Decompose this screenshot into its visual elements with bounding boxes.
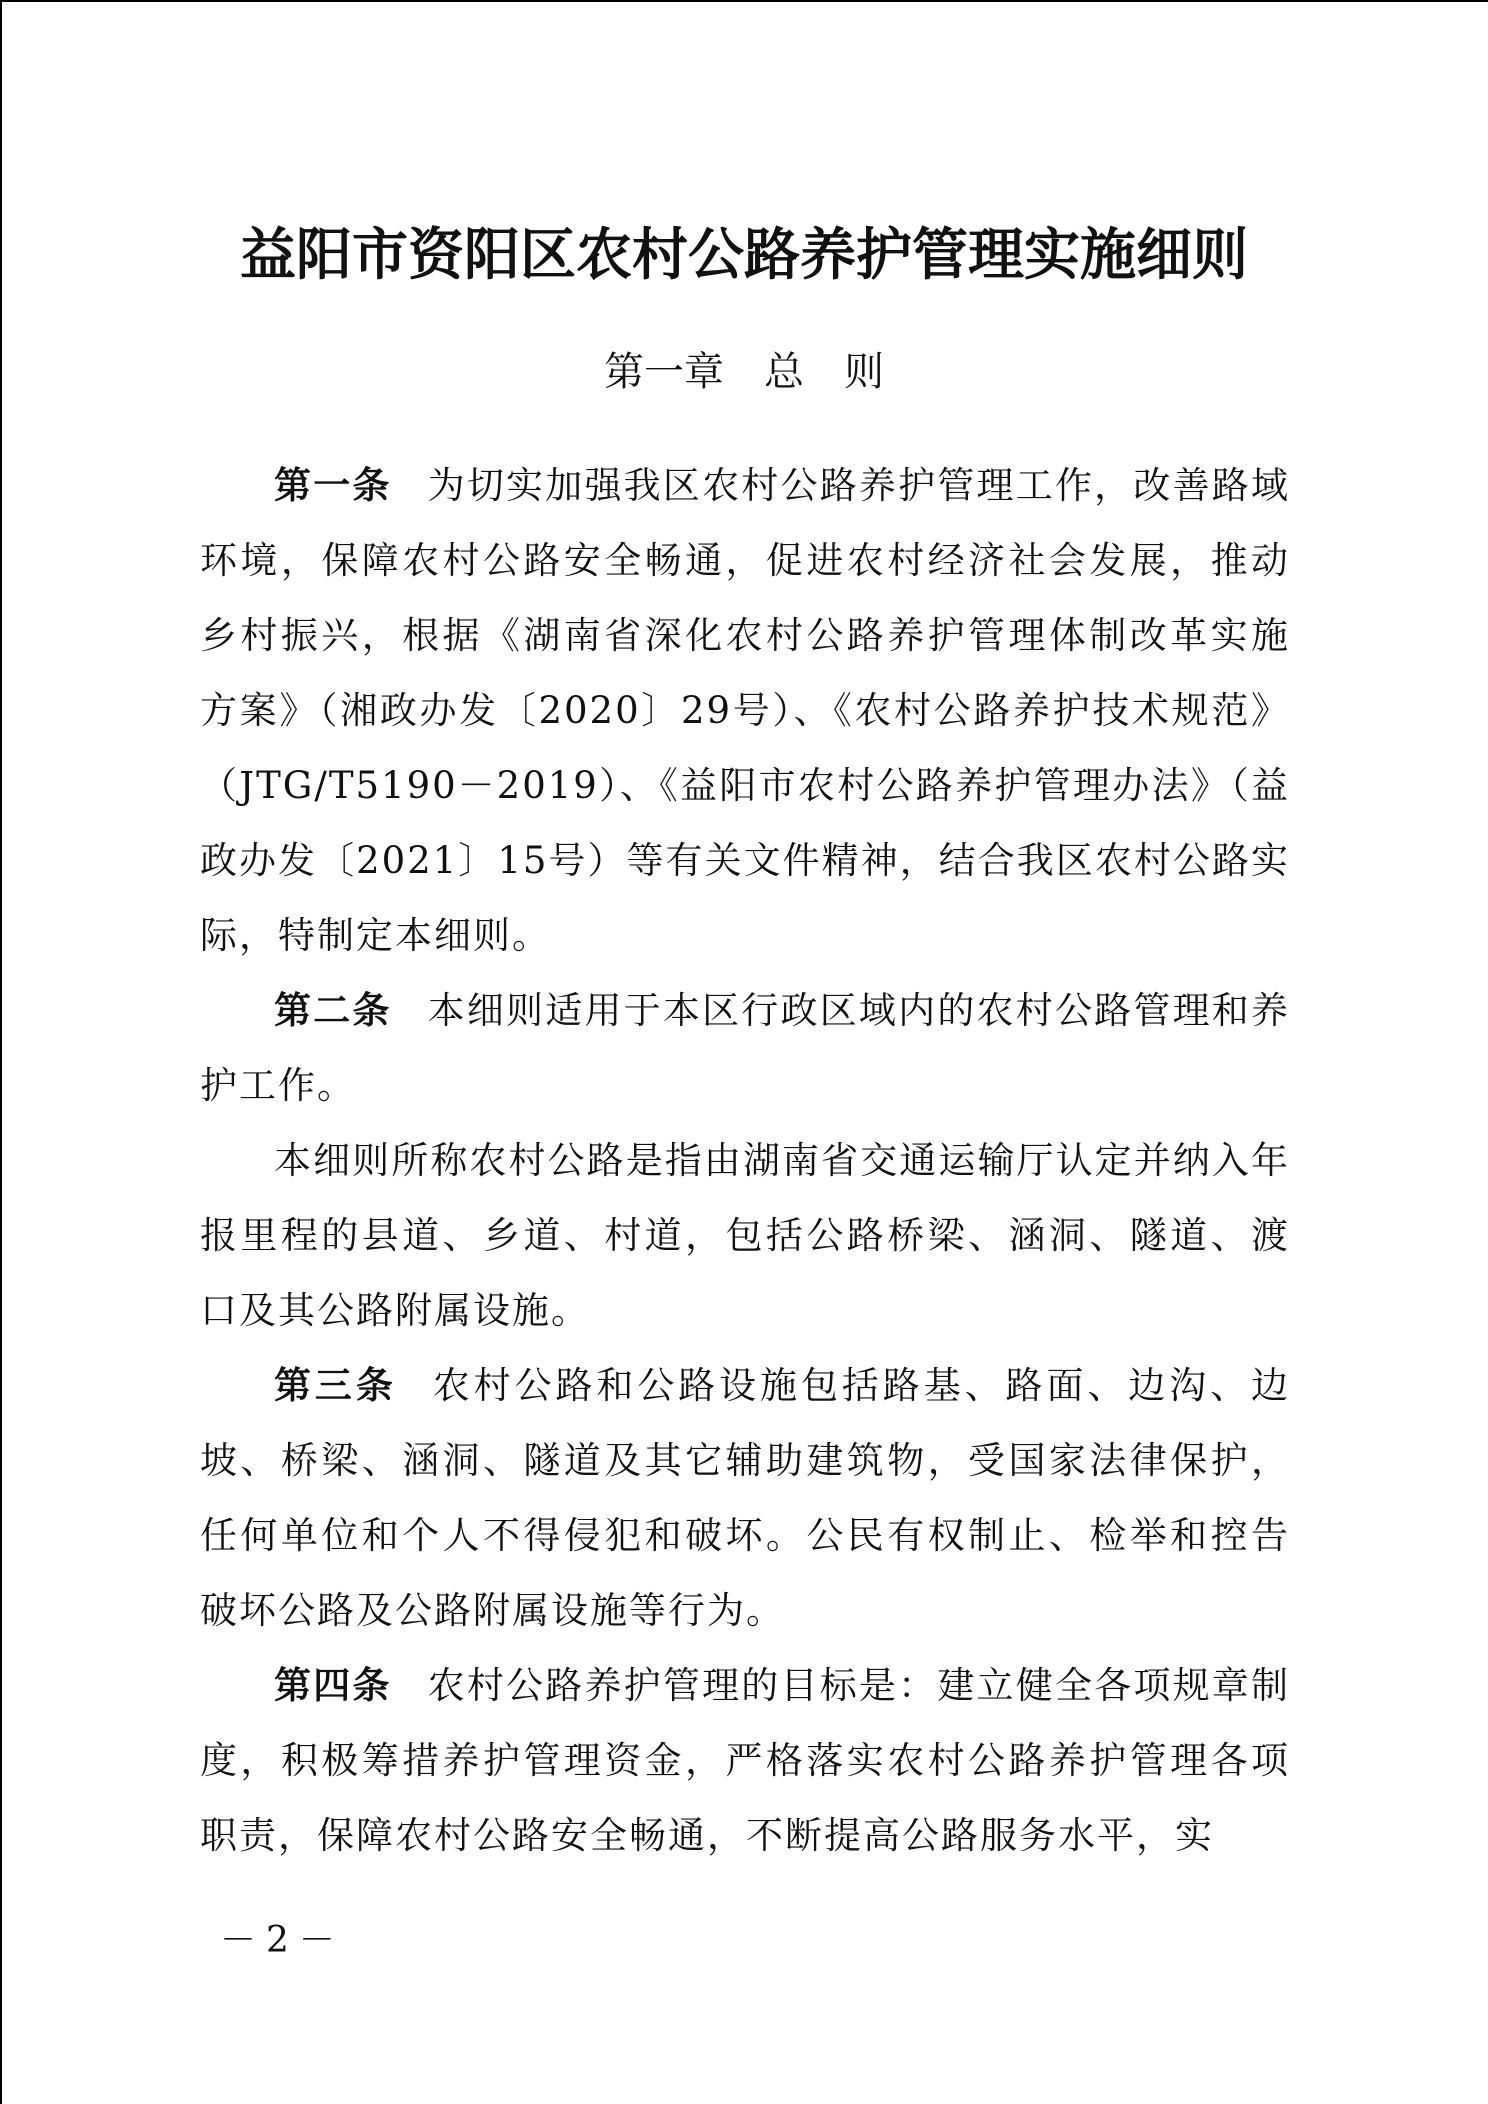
article-text: 本细则适用于本区行政区域内的农村公路管理和养护工作。 [200, 989, 1290, 1107]
article-paragraph [200, 448, 1290, 973]
article-label: 第一条 [274, 464, 392, 507]
article-label: 第三条 [274, 1364, 397, 1407]
document-title: 益阳市资阳区农村公路养护管理实施细则 [240, 222, 1248, 288]
article-paragraph [200, 1648, 1290, 1873]
article-text: 本细则所称农村公路是指由湖南省交通运输厅认定并纳入年报里程的县道、乡道、村道，包括公路桥梁、涵洞、隧道、渡口及其公路附属设施。 [200, 1139, 1290, 1332]
article-text: 农村公路和公路设施包括路基、路面、边沟、边坡、桥梁、涵洞、隧道及其它辅助建筑物，受国家法律保护，任何单位和个人不得侵犯和破坏。公民有权制止、检举和控告破坏公路及公路附属设施等行为。 [200, 1364, 1291, 1632]
page-number: －2－ [220, 1920, 345, 1961]
article-paragraph [200, 1123, 1290, 1348]
article-label: 第二条 [274, 989, 392, 1032]
article-paragraph [200, 973, 1290, 1123]
document-body [200, 448, 1290, 1873]
article-paragraph [200, 1348, 1290, 1648]
chapter-heading: 第一章 总 则 [604, 349, 884, 395]
article-text: 农村公路养护管理的目标是：建立健全各项规章制度，积极筹措养护管理资金，严格落实农村公路养护管理各项职责，保障农村公路安全畅通，不断提高公路服务水平，实 [200, 1664, 1290, 1857]
article-text: 为切实加强我区农村公路养护管理工作，改善路域环境，保障农村公路安全畅通，促进农村经济社会发展，推动乡村振兴，根据《湖南省深化农村公路养护管理体制改革实施方案》（湘政办发〔2020〕29号）、《农村公路养护技术规范》（JTG/T5190－2019）、《益阳市农村公路养护管理办法》（益政办发〔2021〕15号）等有关文件精神，结合我区农村公路实际，特制定本细则。 [200, 464, 1290, 957]
article-label: 第四条 [274, 1664, 392, 1707]
